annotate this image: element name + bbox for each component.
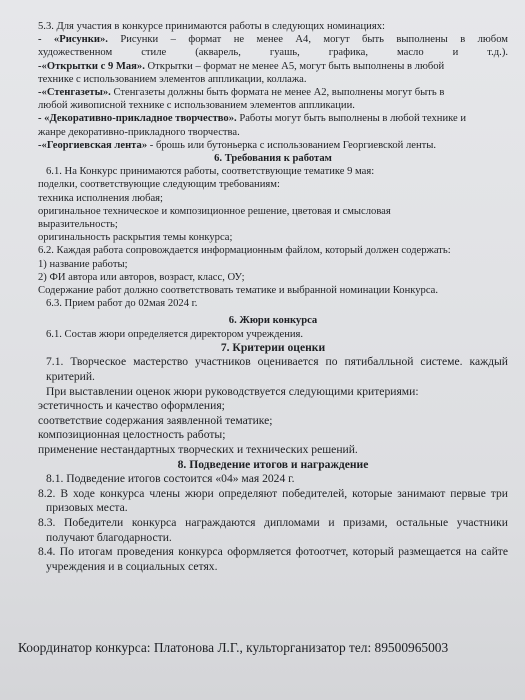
nomination-postcards-cont: технике с использованием элементов аппликации, коллажа. <box>38 73 307 85</box>
criteria-line-1: 7.1. Творческое мастерство участников оценивается по пятибалльной системе. каждый <box>46 355 508 369</box>
results-line-2: 8.2. В ходе конкурса члены жюри определяют победителей, которые занимают первые три <box>38 486 508 500</box>
nomination-crafts-cont: жанре декоративно-прикладного творчества. <box>38 126 240 138</box>
section-criteria-heading: 7. Критерии оценки <box>220 340 326 354</box>
lower-block <box>38 341 508 575</box>
nomination-wallpapers-cont: любой живописной технике с использованием элементов аппликации. <box>38 100 355 112</box>
nomination-drawings: - «Рисунки». Рисунки – формат не менее А4, могут быть выполнены в любом <box>38 34 508 46</box>
nomination-postcards: -«Открытки с 9 Мая». Открытки – формат не менее А5, могут быть выполнены в любой <box>38 60 445 72</box>
nomination-crafts: - «Декоративно-прикладное творчество». Работы могут быть выполнены в любой технике и <box>38 113 467 125</box>
section-jury-heading: 6. Жюри конкурса <box>228 315 318 327</box>
results-line-1: 8.1. Подведение итогов состоится «04» мая 2024 г. <box>46 472 295 486</box>
nomination-wallpapers-title: -«Стенгазеты». <box>38 87 111 99</box>
criteria-line-2: критерий. <box>46 370 95 384</box>
coordinator-footer: Координатор конкурса: Платонова Л.Г., культорганизатор тел: 89500965003 <box>18 640 449 655</box>
criteria-line-6: композиционная целостность работы; <box>38 428 226 442</box>
nomination-postcards-title: -«Открытки с 9 Мая». <box>38 60 145 72</box>
nomination-wallpapers: -«Стенгазеты». Стенгазеты должны быть формата не менее А2, выполнены могут быть в <box>38 87 445 99</box>
results-line-7: учреждения и в социальных сетях. <box>46 559 218 573</box>
criteria-line-5: соответствие содержания заявленной тематике; <box>38 413 273 427</box>
nomination-ribbon-title: -«Георгиевская лента» <box>38 139 148 151</box>
req-line-11: 6.3. Прием работ до 02мая 2024 г. <box>46 298 198 310</box>
results-line-3: призовых места. <box>46 501 128 515</box>
section-6-heading: 6. Требования к работам <box>214 153 332 165</box>
nomination-drawings-cont: художественном стиле (акварель, гуашь, графика, масло и т.д.). <box>38 47 508 59</box>
jury-line-1: 6.1. Состав жюри определяется директором учреждения. <box>46 328 304 340</box>
req-line-7: 6.2. Каждая работа сопровождается информационным файлом, который должен содержать: <box>38 245 451 257</box>
document-body <box>38 20 508 574</box>
results-line-4: 8.3. Победители конкурса награждаются дипломами и призами, остальные участники <box>38 516 508 529</box>
req-line-6: оригинальность раскрытия темы конкурса; <box>38 232 233 244</box>
req-line-2: поделки, соответствующие следующим требованиям: <box>38 179 280 191</box>
req-line-1: 6.1. На Конкурс принимаются работы, соответствующие тематике 9 мая: <box>46 166 375 178</box>
req-line-4: оригинальное техническое и композиционное решение, цветовая и смысловая <box>38 205 391 217</box>
req-line-9: 2) ФИ автора или авторов, возраст, класс, ОУ; <box>38 271 245 283</box>
nomination-crafts-title: - «Декоративно-прикладное творчество». <box>38 113 237 125</box>
nomination-ribbon: -«Георгиевская лента» - брошь или бутоньерка с использованием Георгиевской ленты. <box>38 139 437 151</box>
req-line-3: техника исполнения любая; <box>38 192 163 204</box>
criteria-line-3: При выставлении оценок жюри руководствуется следующими критериями: <box>46 384 419 398</box>
req-line-10: Содержание работ должно соответствовать тематике и выбранной номинации Конкурса. <box>38 285 439 297</box>
req-line-5: выразительность; <box>38 219 118 231</box>
results-line-5: получают благодарности. <box>46 530 172 544</box>
criteria-line-4: эстетичность и качество оформления; <box>38 399 225 413</box>
req-line-8: 1) название работы; <box>38 258 128 270</box>
results-line-6: 8.4. По итогам проведения конкурса оформляется фотоотчет, который размещается на сайте <box>38 545 508 559</box>
criteria-line-7: применение нестандартных творческих и технических решений. <box>38 443 358 457</box>
nomination-drawings-title: - «Рисунки». <box>38 34 108 46</box>
section-results-heading: 8. Подведение итогов и награждение <box>177 457 369 471</box>
section-5-3-intro: 5.3. Для участия в конкурсе принимаются работы в следующих номинациях: <box>38 21 385 32</box>
